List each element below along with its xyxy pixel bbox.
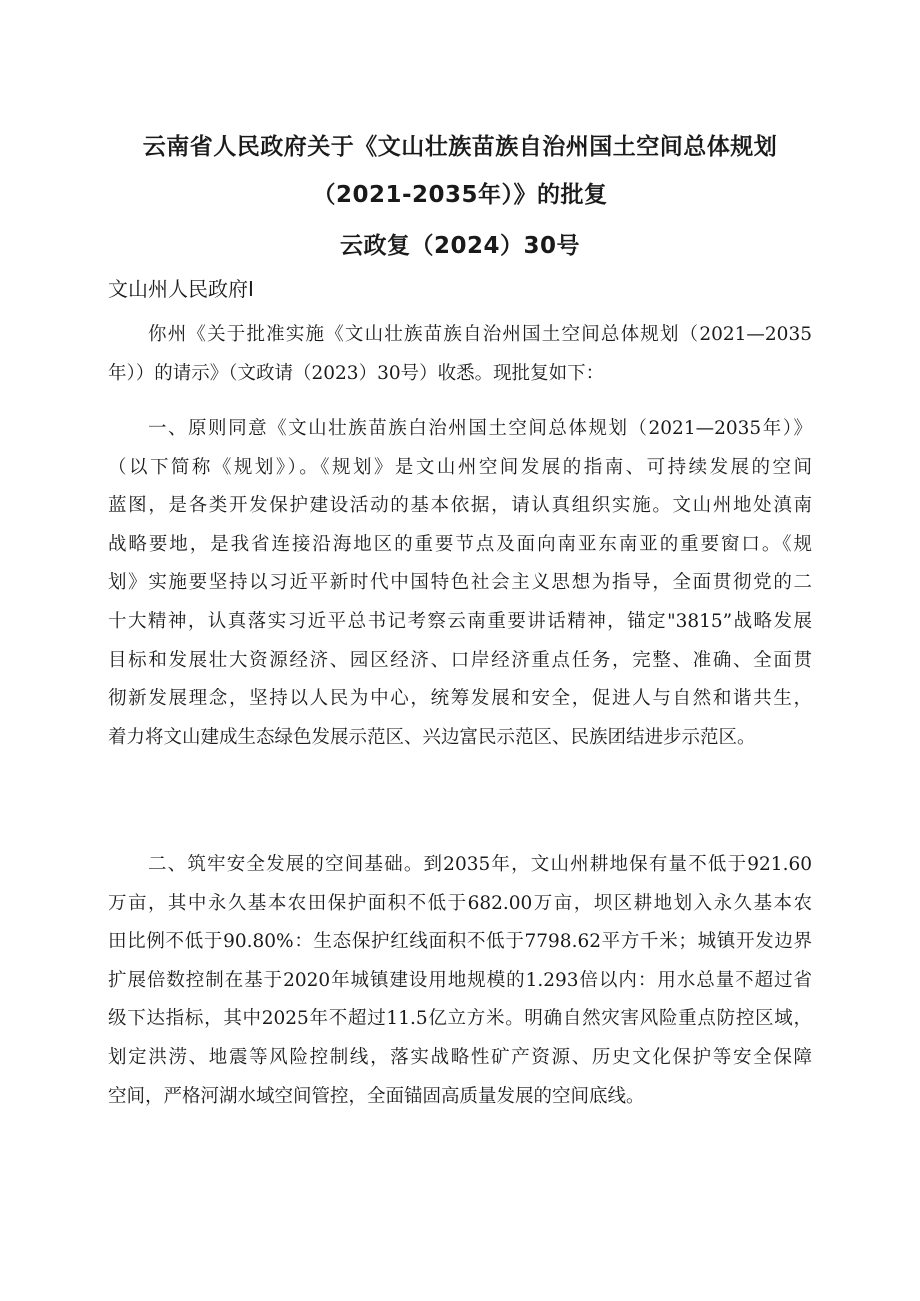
paragraph-section-one <box>108 410 812 757</box>
paragraph-line: 年））的请示》（文政请（2023）30号）收悉。现批复如下： <box>108 362 605 384</box>
paragraph-line: 十大精神，认真落实习近平总书记考察云南重要讲话精神，锚定"3815”战略发展 <box>108 610 812 632</box>
document-number: 云政复（2024）30号 <box>339 233 581 259</box>
paragraph-line: 扩展倍数控制在基于2020年城镇建设用地规模的1.293倍以内：用水总量不超过省 <box>108 969 812 991</box>
paragraph-line: 一、原则同意《文山壮族苗族白治州国土空间总体规划（2021—2035年）》 <box>148 418 812 439</box>
paragraph-line: 田比例不低于90.80%：生态保护红线面积不低于7798.62平方千米；城镇开发边界 <box>108 931 812 953</box>
paragraph-line: 目标和发展壮大资源经济、园区经济、口岸经济重点任务，完整、准确、全面贯 <box>108 649 812 671</box>
paragraph-section-two <box>108 846 812 1116</box>
paragraph-line: 蓝图，是各类开发保护建设活动的基本依据，请认真组织实施。文山州地处滇南 <box>108 495 812 517</box>
paragraph-line: 空间，严格河湖水域空间管控，全面锚固高质量发展的空间底线。 <box>108 1085 645 1107</box>
document-title-line-1: 云南省人民政府关于《文山壮族苗族自治州国土空间总体规划 <box>142 134 778 160</box>
paragraph-line: 着力将文山建成生态绿色发展示范区、兴边富民示范区、民族团结进步示范区。 <box>108 726 756 748</box>
paragraph-request-receipt <box>108 316 812 393</box>
paragraph-line: 二、筑牢安全发展的空间基础。到2035年，文山州耕地保有量不低于921.60 <box>148 854 812 875</box>
paragraph-line: 划》实施要坚持以习近平新时代中国特色社会主义思想为指导，全面贯彻党的二 <box>108 572 812 594</box>
paragraph-line: 级下达指标，其中2025年不超过11.5亿立方米。明确自然灾害风险重点防控区域， <box>108 1008 812 1030</box>
paragraph-line: 战略要地，是我省连接沿海地区的重要节点及面向南亚东南亚的重要窗口。《规 <box>108 533 812 555</box>
paragraph-line: 你州《关于批准实施《文山壮族苗族自治州国土空间总体规划（2021—2035 <box>148 324 812 345</box>
document-title-line-2: （2021-2035年）》的批复 <box>312 182 608 208</box>
paragraph-line: 划定洪涝、地震等风险控制线，落实战略性矿产资源、历史文化保护等安全保障 <box>108 1046 812 1068</box>
salutation: 文山州人民政府I <box>108 277 254 301</box>
paragraph-line: 彻新发展理念，坚持以人民为中心，统筹发展和安全，促进人与自然和谐共生， <box>108 688 812 710</box>
paragraph-line: 万亩，其中永久基本农田保护面积不低于682.00万亩，坝区耕地划入永久基本农 <box>108 892 812 914</box>
paragraph-line: （以下简称《规划》）。《规划》是文山州空间发展的指南、可持续发展的空间 <box>108 456 812 478</box>
